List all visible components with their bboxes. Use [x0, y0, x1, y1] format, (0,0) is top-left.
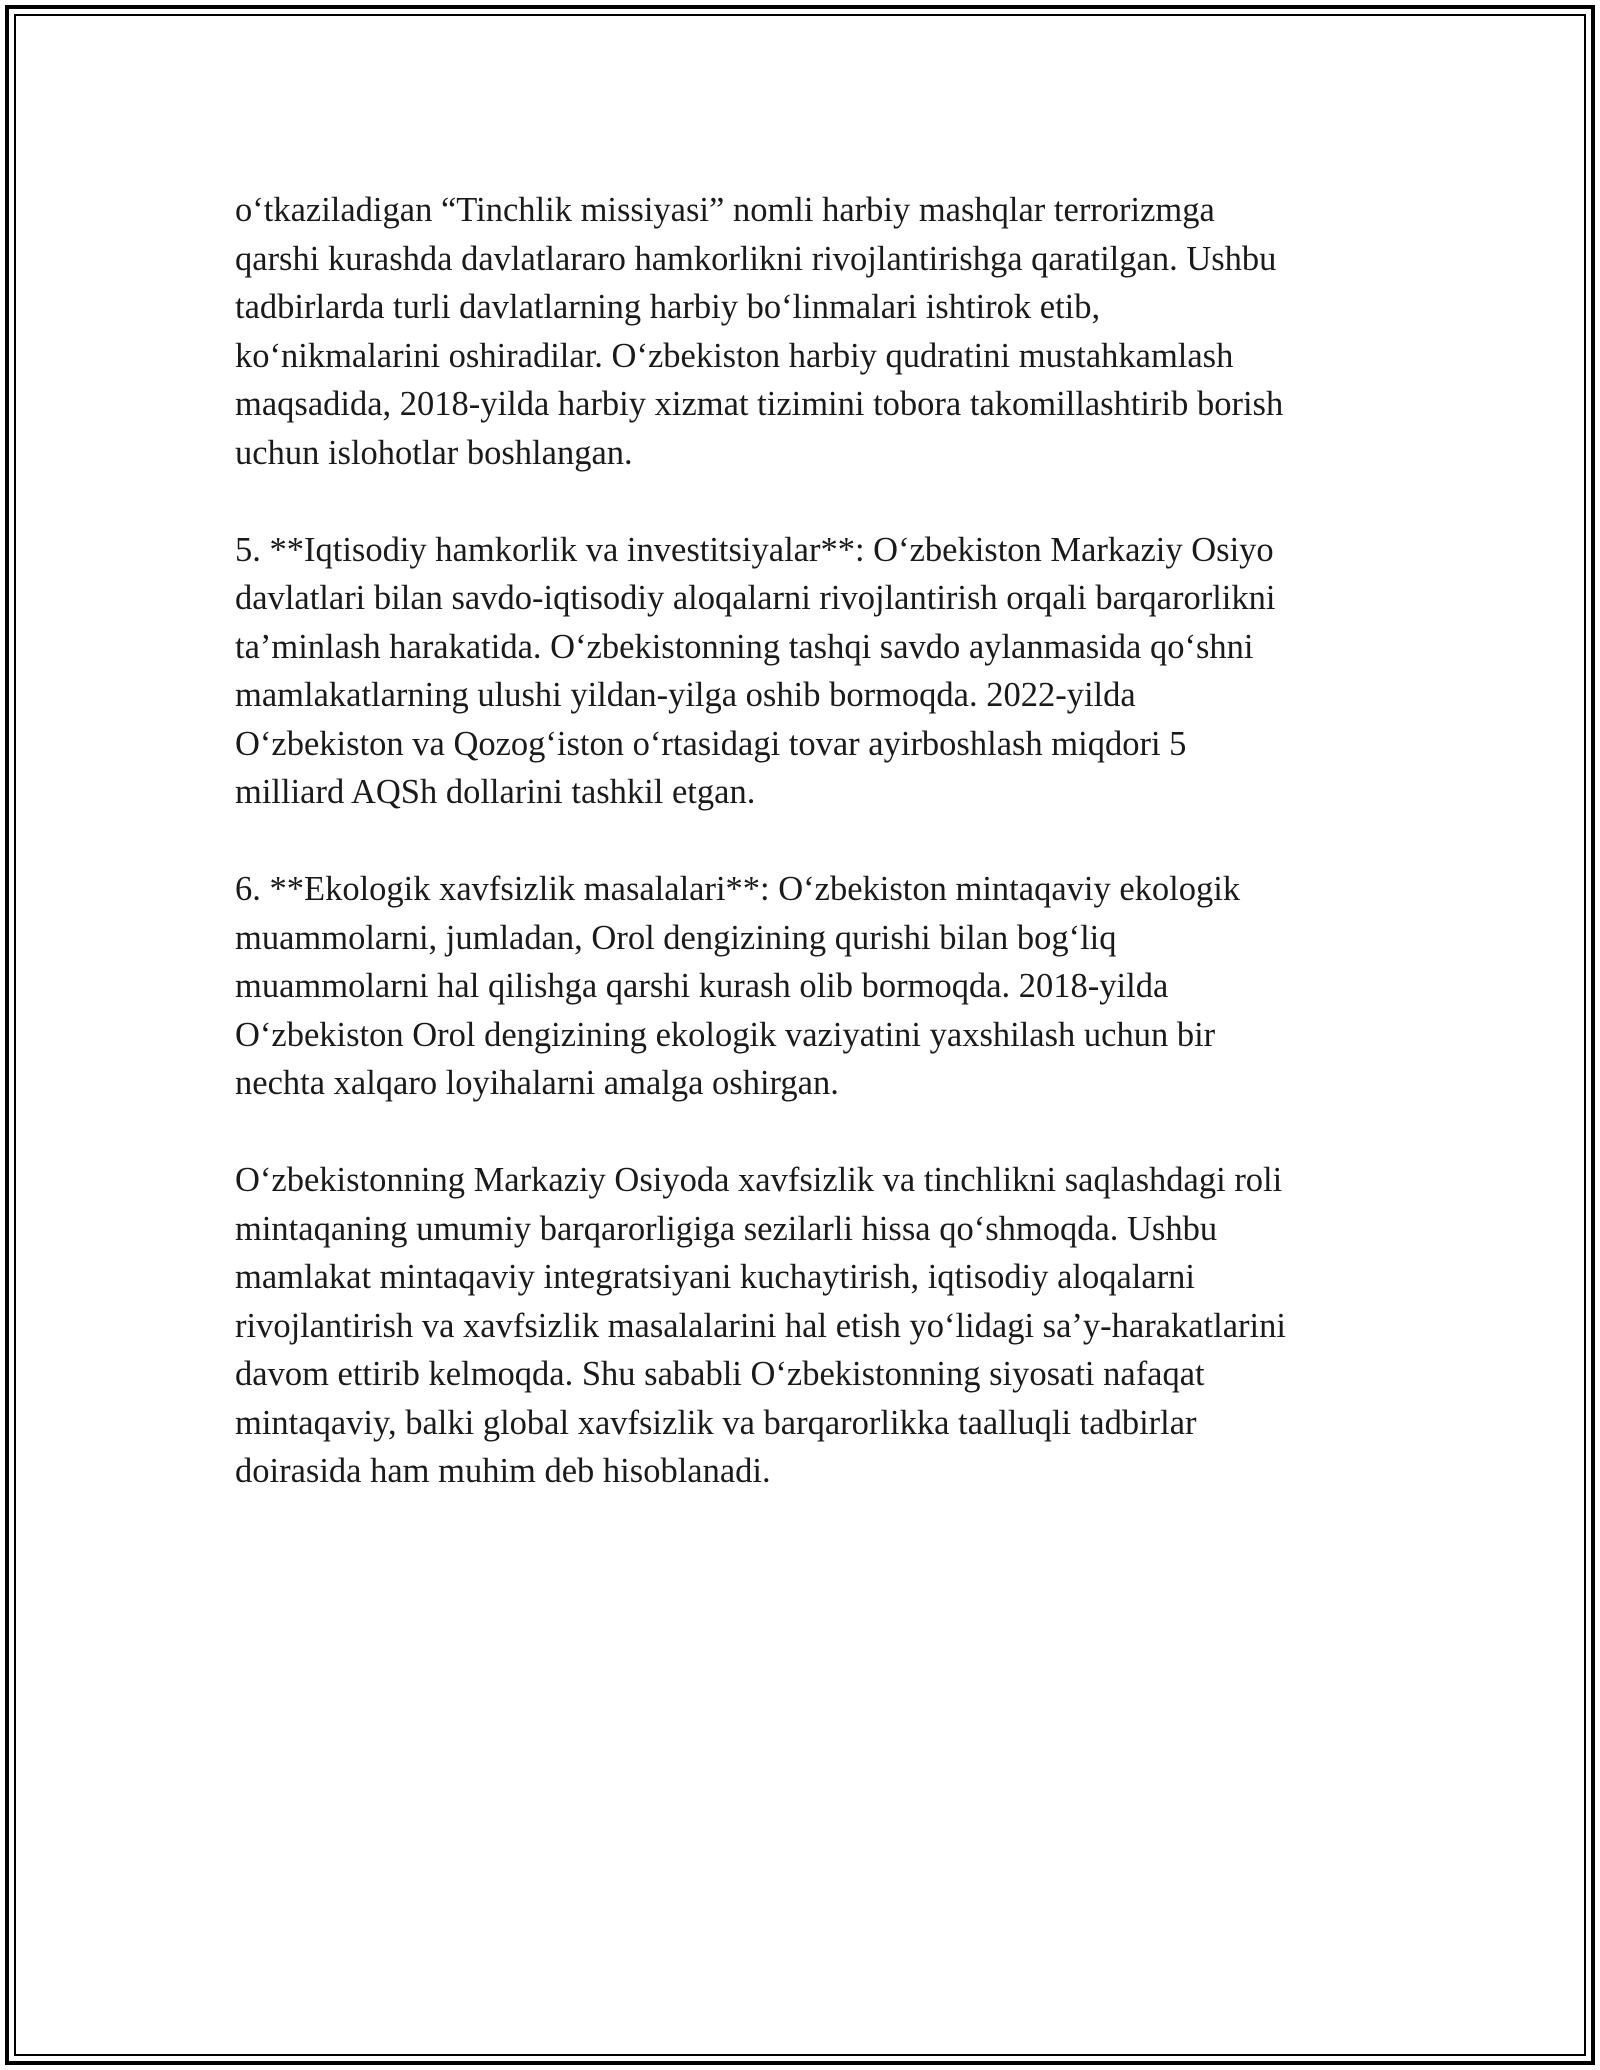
- text-line: muammolarni hal qilishga qarshi kurash olib bormoqda. 2018-yilda: [235, 967, 1169, 1005]
- text-line: ta’minlash harakatida. O‘zbekistonning tashqi savdo aylanmasida qo‘shni: [235, 627, 1254, 666]
- paragraph-conclusion: [235, 1156, 1365, 1496]
- document-body: [235, 186, 1365, 1544]
- text-line: mamlakatlarning ulushi yildan-yilga oshib bormoqda. 2022-yilda: [235, 676, 1136, 714]
- text-line: mintaqaning umumiy barqarorligiga sezilarli hissa qo‘shmoqda. Ushbu: [235, 1209, 1218, 1248]
- text-line: ko‘nikmalarini oshiradilar. O‘zbekiston harbiy qudratini mustahkamlash: [235, 336, 1234, 375]
- text-line: 6. **Ekologik xavfsizlik masalalari**: O‘zbekiston mintaqaviy ekologik: [235, 870, 1241, 908]
- paragraph-military-exercises: [235, 186, 1365, 477]
- text-line: mamlakat mintaqaviy integratsiyani kuchaytirish, iqtisodiy aloqalarni: [235, 1258, 1196, 1296]
- text-line: qarshi kurashda davlatlararo hamkorlikni rivojlantirishga qaratilgan. Ushbu: [235, 239, 1277, 278]
- text-line: muammolarni, jumladan, Orol dengizining qurishi bilan bog‘liq: [235, 918, 1117, 957]
- text-line: nechta xalqaro loyihalarni amalga oshirgan.: [235, 1064, 839, 1102]
- text-line: davom ettirib kelmoqda. Shu sababli O‘zbekistonning siyosati nafaqat: [235, 1355, 1205, 1393]
- text-line: tadbirlarda turli davlatlarning harbiy bo‘linmalari ishtirok etib,: [235, 288, 1101, 326]
- text-line: 5. **Iqtisodiy hamkorlik va investitsiyalar**: O‘zbekiston Markaziy Osiyo: [235, 530, 1274, 569]
- text-line: O‘zbekistonning Markaziy Osiyoda xavfsizlik va tinchlikni saqlashdagi roli: [235, 1161, 1283, 1199]
- text-line: doirasida ham muhim deb hisoblanadi.: [235, 1452, 771, 1490]
- text-line: milliard AQSh dollarini tashkil etgan.: [235, 773, 756, 811]
- text-line: o‘tkaziladigan “Tinchlik missiyasi” nomli harbiy mashqlar terrorizmga: [235, 191, 1215, 229]
- text-line: rivojlantirish va xavfsizlik masalalarini hal etish yo‘lidagi sa’y-harakatlarini: [235, 1306, 1286, 1345]
- text-line: O‘zbekiston Orol dengizining ekologik vaziyatini yaxshilash uchun bir: [235, 1015, 1216, 1054]
- paragraph-economic-cooperation: [235, 526, 1365, 817]
- paragraph-ecological-security: [235, 865, 1365, 1108]
- text-line: mintaqaviy, balki global xavfsizlik va barqarorlikka taalluqli tadbirlar: [235, 1403, 1197, 1442]
- text-line: O‘zbekiston va Qozog‘iston o‘rtasidagi tovar ayirboshlash miqdori 5: [235, 724, 1187, 763]
- text-line: davlatlari bilan savdo-iqtisodiy aloqalarni rivojlantirish orqali barqarorlikni: [235, 579, 1276, 617]
- text-line: uchun islohotlar boshlangan.: [235, 433, 633, 472]
- text-line: maqsadida, 2018-yilda harbiy xizmat tizimini tobora takomillashtirib borish: [235, 385, 1284, 423]
